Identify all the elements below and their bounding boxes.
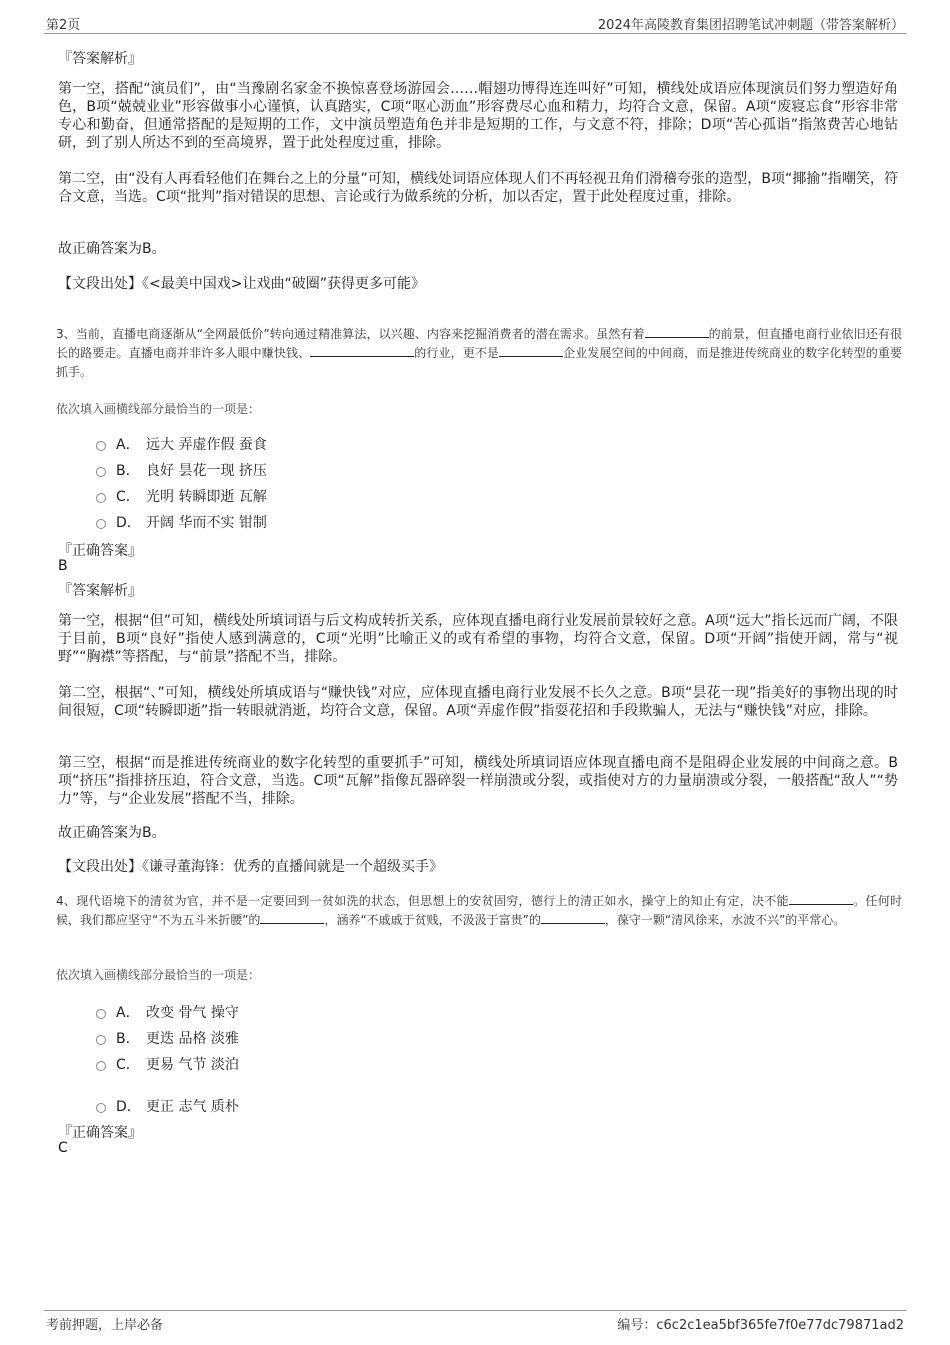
q4-correct-label: 『正确答案』 — [58, 1125, 142, 1141]
q3-correct-label: 『正确答案』 — [58, 543, 142, 559]
q3-option-b-text: 良好 昙花一现 挤压 — [146, 463, 267, 479]
q2-source: 【文段出处】《<最美中国戏>让戏曲“破圈”获得更多可能》 — [58, 276, 425, 292]
q3-option-c[interactable] — [96, 486, 267, 506]
radio-icon[interactable] — [96, 1103, 106, 1113]
question-4-stem — [56, 892, 902, 930]
q4-prompt: 依次填入画横线部分最恰当的一项是： — [56, 968, 261, 982]
document-title: 2024年高陵教育集团招聘笔试冲刺题（带答案解析） — [597, 18, 904, 33]
q4-stem-part-d: ，葆守一颗“清风徐来，水波不兴”的平常心。 — [604, 913, 846, 927]
q3-prompt: 依次填入画横线部分最恰当的一项是： — [56, 402, 261, 416]
q3-source: 【文段出处】《谦寻董海锋：优秀的直播间就是一个超级买手》 — [58, 859, 443, 875]
q3-blank-2 — [310, 344, 414, 357]
q3-analysis-label: 『答案解析』 — [58, 583, 142, 599]
q3-analysis-para-3: 第三空，根据“而是推进传统商业的数字化转型的重要抓手”可知，横线处所填词语应体现直播电商不是阻碍企业发展的中间商之意。B项“挤压”指排挤压迫，符合文意，当选。C项“瓦解”指像瓦器碎裂一样崩溃或分裂，或指使对方的力量崩溃或分裂，一般搭配“敌人”“势力”等，与“企业发展”搭配不当，排除。 — [58, 755, 898, 807]
q3-conclusion: 故正确答案为B。 — [58, 825, 166, 841]
q4-stem-part-b: 。任何时候，我们都应坚守“不为五斗米折腰”的 — [56, 894, 902, 927]
q4-option-c[interactable] — [96, 1054, 239, 1074]
q4-option-c-text: 更易 气节 淡泊 — [146, 1057, 239, 1073]
q2-analysis-para-2: 第二空，由“没有人再看轻他们在舞台之上的分量”可知，横线处词语应体现人们不再轻视丑角们滑稽夸张的造型，B项“揶揄”指嘲笑，符合文意，当选。C项“批判”指对错误的思想、言论或行为做系统的分析，加以否定，置于此处程度过重，排除。 — [58, 171, 898, 205]
radio-icon[interactable] — [96, 493, 106, 503]
q3-option-a-text: 远大 弄虚作假 蚕食 — [146, 437, 267, 453]
q3-option-d-letter: D． — [116, 515, 141, 531]
q3-option-d-text: 开阔 华而不实 钳制 — [146, 515, 267, 531]
footer-rule — [44, 1310, 906, 1311]
q3-blank-1 — [645, 325, 709, 338]
radio-icon[interactable] — [96, 441, 106, 451]
q2-conclusion: 故正确答案为B。 — [58, 241, 166, 257]
q3-stem-part-d: 企业发展空间的中间商，而是推进传统商业的数字化转型的重要抓手。 — [56, 346, 902, 379]
q4-stem-part-c: ，涵养“不戚戚于贫贱，不汲汲于富贵”的 — [324, 913, 541, 927]
q4-option-d-text: 更正 志气 质朴 — [146, 1099, 239, 1115]
q3-analysis-para-2: 第二空，根据“、”可知，横线处所填成语与“赚快钱”对应，应体现直播电商行业发展不长久之意。B项“昙花一现”指美好的事物出现的时间很短，C项“转瞬即逝”指一转眼就消逝，均符合文意，保留。A项“弄虚作假”指耍花招和手段欺骗人，无法与“赚快钱”对应，排除。 — [58, 685, 898, 719]
q4-option-a-text: 改变 骨气 操守 — [146, 1005, 239, 1021]
radio-icon[interactable] — [96, 1009, 106, 1019]
q4-option-a-letter: A． — [116, 1005, 140, 1021]
footer-slogan: 考前押题，上岸必备 — [46, 1318, 164, 1333]
q3-option-c-letter: C． — [116, 489, 140, 505]
q3-blank-3 — [499, 344, 563, 357]
radio-icon[interactable] — [96, 1061, 106, 1071]
q4-correct-answer: C — [58, 1140, 68, 1156]
header-rule — [44, 33, 906, 34]
radio-icon[interactable] — [96, 1035, 106, 1045]
q4-option-b[interactable] — [96, 1028, 239, 1048]
q3-analysis-para-1: 第一空，根据“但”可知，横线处所填词语与后文构成转折关系，应体现直播电商行业发展前景较好之意。A项“远大”指长远而广阔，不限于目前，B项“良好”指使人感到满意的，C项“光明”比喻正义的或有希望的事物，均符合文意，保留。D项“开阔”指使开阔，常与“视野”“胸襟”等搭配，与“前景”搭配不当，排除。 — [58, 613, 898, 665]
radio-icon[interactable] — [96, 519, 106, 529]
q3-option-a-letter: A． — [116, 437, 140, 453]
q4-option-b-letter: B． — [116, 1031, 140, 1047]
q4-option-a[interactable] — [96, 1002, 239, 1022]
radio-icon[interactable] — [96, 467, 106, 477]
q3-stem-part-c: 的行业，更不是 — [414, 346, 500, 360]
q4-blank-2 — [260, 911, 324, 924]
page-number: 第2页 — [46, 18, 81, 33]
q4-stem-part-a: 4、现代语境下的清贫为官，并不是一定要回到一贫如洗的状态，但思想上的安贫固穷，德行上的清正如水，操守上的知止有定，决不能 — [56, 894, 789, 908]
q3-stem-part-b: 的前景，但直播电商行业依旧还有很长的路要走。直播电商并非许多人眼中赚快钱、 — [56, 327, 902, 360]
q3-option-a[interactable] — [96, 434, 267, 454]
q3-stem-part-a: 3、当前，直播电商逐渐从“全网最低价”转向通过精准算法，以兴趣、内容来挖掘消费者的潜在需求。虽然有着 — [56, 327, 645, 341]
q4-blank-1 — [789, 892, 853, 905]
q4-option-d[interactable] — [96, 1096, 239, 1116]
q2-analysis-label: 『答案解析』 — [58, 51, 142, 67]
document-code-value: c6c2c1ea5bf365fe7f0e77dc79871ad2 — [656, 1318, 904, 1333]
q3-option-b[interactable] — [96, 460, 267, 480]
q3-option-d[interactable] — [96, 512, 267, 532]
q4-option-c-letter: C． — [116, 1057, 140, 1073]
document-code — [617, 1314, 904, 1333]
q2-analysis-para-1: 第一空，搭配“演员们”，由“当豫剧名家金不换惊喜登场游园会……帽翅功博得连连叫好”可知，横线处成语应体现演员们努力塑造好角色，B项“兢兢业业”形容做事小心谨慎，认真踏实，C项“呕心沥血”形容费尽心血和精力，均符合文意，保留。A项“废寝忘食”形容非常专心和勤奋，但通常搭配的是短期的工作，文中演员塑造角色并非是短期的工作，与文意不符，排除；D项“苦心孤诣”指煞费苦心地钻研，到了别人所达不到的至高境界，置于此处程度过重，排除。 — [58, 81, 898, 151]
q3-option-c-text: 光明 转瞬即逝 瓦解 — [146, 489, 267, 505]
q3-correct-answer: B — [58, 558, 68, 574]
q4-option-d-letter: D． — [116, 1099, 141, 1115]
question-3-stem — [56, 325, 902, 382]
q4-blank-3 — [541, 911, 605, 924]
document-code-label: 编号： — [617, 1318, 657, 1333]
q3-option-b-letter: B． — [116, 463, 140, 479]
q4-option-b-text: 更迭 品格 淡雅 — [146, 1031, 239, 1047]
